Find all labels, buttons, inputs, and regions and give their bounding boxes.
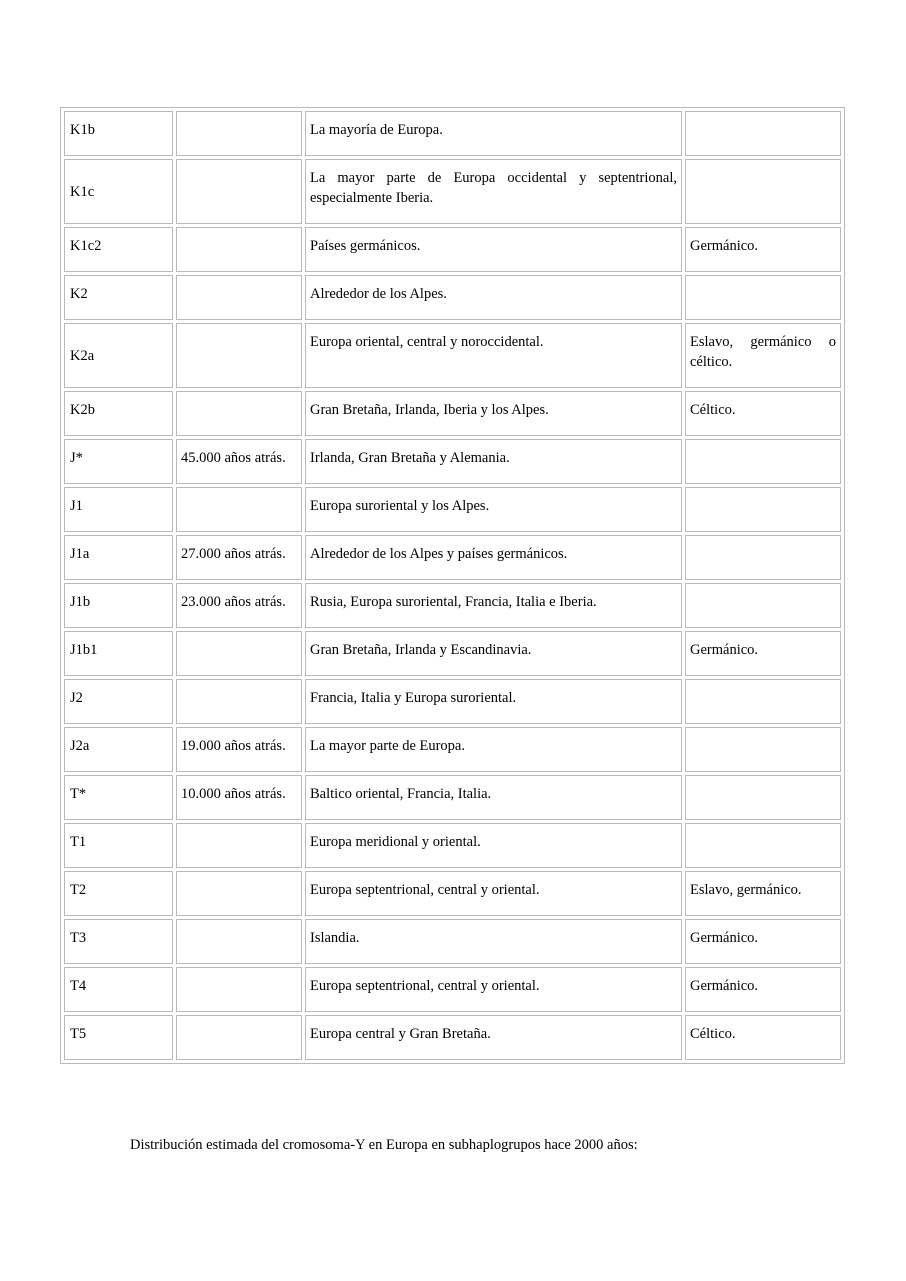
table-row [64,439,841,484]
haplogroup-cell: J* [64,439,173,484]
region-cell: Europa septentrional, central y oriental. [305,871,682,916]
region-cell: Gran Bretaña, Irlanda, Iberia y los Alpes. [305,391,682,436]
culture-cell [685,439,841,484]
table-row [64,823,841,868]
table-row [64,727,841,772]
age-cell [176,631,302,676]
culture-cell [685,679,841,724]
table-row [64,679,841,724]
age-cell: 10.000 años atrás. [176,775,302,820]
age-cell [176,275,302,320]
culture-cell [685,159,841,224]
haplogroup-table [60,107,845,1064]
haplogroup-cell: T3 [64,919,173,964]
age-cell [176,967,302,1012]
age-cell [176,919,302,964]
table-row [64,391,841,436]
culture-cell [685,775,841,820]
haplogroup-cell: K1c [64,159,173,224]
haplogroup-cell: T1 [64,823,173,868]
table-row [64,583,841,628]
haplogroup-cell: K1b [64,111,173,156]
age-cell [176,227,302,272]
haplogroup-cell: J2a [64,727,173,772]
age-cell [176,871,302,916]
culture-cell: Eslavo, germánico. [685,871,841,916]
age-cell [176,111,302,156]
culture-cell [685,275,841,320]
haplogroup-table-grid [61,108,844,1063]
region-cell: La mayor parte de Europa occidental y septentrional, especialmente Iberia. [305,159,682,224]
culture-cell [685,727,841,772]
table-row [64,323,841,388]
region-cell: Países germánicos. [305,227,682,272]
table-row [64,487,841,532]
haplogroup-cell: K2a [64,323,173,388]
region-cell: Alrededor de los Alpes. [305,275,682,320]
figure-caption: Distribución estimada del cromosoma-Y en Europa en subhaplogrupos hace 2000 años: [130,1137,638,1153]
region-cell: Europa meridional y oriental. [305,823,682,868]
table-row [64,967,841,1012]
haplogroup-cell: J2 [64,679,173,724]
haplogroup-cell: K2 [64,275,173,320]
haplogroup-cell: T5 [64,1015,173,1060]
table-row [64,159,841,224]
region-cell: Europa septentrional, central y oriental. [305,967,682,1012]
culture-cell: Céltico. [685,391,841,436]
table-row [64,535,841,580]
table-row [64,1015,841,1060]
age-cell: 23.000 años atrás. [176,583,302,628]
culture-cell: Germánico. [685,919,841,964]
table-row [64,919,841,964]
table-body [64,111,841,1060]
culture-cell [685,111,841,156]
culture-cell [685,823,841,868]
region-cell: Alrededor de los Alpes y países germánicos. [305,535,682,580]
region-cell: Islandia. [305,919,682,964]
culture-cell: Germánico. [685,631,841,676]
haplogroup-cell: J1b1 [64,631,173,676]
age-cell: 27.000 años atrás. [176,535,302,580]
region-cell: Rusia, Europa suroriental, Francia, Italia e Iberia. [305,583,682,628]
haplogroup-cell: K2b [64,391,173,436]
region-cell: La mayoría de Europa. [305,111,682,156]
table-row [64,111,841,156]
age-cell: 19.000 años atrás. [176,727,302,772]
haplogroup-cell: K1c2 [64,227,173,272]
region-cell: Europa oriental, central y noroccidental. [305,323,682,388]
culture-cell [685,583,841,628]
table-row [64,227,841,272]
table-row [64,775,841,820]
region-cell: La mayor parte de Europa. [305,727,682,772]
age-cell [176,1015,302,1060]
culture-cell [685,487,841,532]
table-row [64,631,841,676]
haplogroup-cell: J1b [64,583,173,628]
culture-cell: Germánico. [685,967,841,1012]
age-cell [176,679,302,724]
region-cell: Baltico oriental, Francia, Italia. [305,775,682,820]
culture-cell: Eslavo, germánico o céltico. [685,323,841,388]
age-cell [176,323,302,388]
age-cell [176,391,302,436]
age-cell: 45.000 años atrás. [176,439,302,484]
age-cell [176,159,302,224]
age-cell [176,487,302,532]
region-cell: Europa suroriental y los Alpes. [305,487,682,532]
table-row [64,275,841,320]
haplogroup-cell: J1a [64,535,173,580]
table-row [64,871,841,916]
culture-cell [685,535,841,580]
region-cell: Francia, Italia y Europa suroriental. [305,679,682,724]
haplogroup-cell: T2 [64,871,173,916]
region-cell: Gran Bretaña, Irlanda y Escandinavia. [305,631,682,676]
haplogroup-cell: T4 [64,967,173,1012]
haplogroup-cell: T* [64,775,173,820]
culture-cell: Céltico. [685,1015,841,1060]
haplogroup-cell: J1 [64,487,173,532]
region-cell: Europa central y Gran Bretaña. [305,1015,682,1060]
region-cell: Irlanda, Gran Bretaña y Alemania. [305,439,682,484]
culture-cell: Germánico. [685,227,841,272]
age-cell [176,823,302,868]
